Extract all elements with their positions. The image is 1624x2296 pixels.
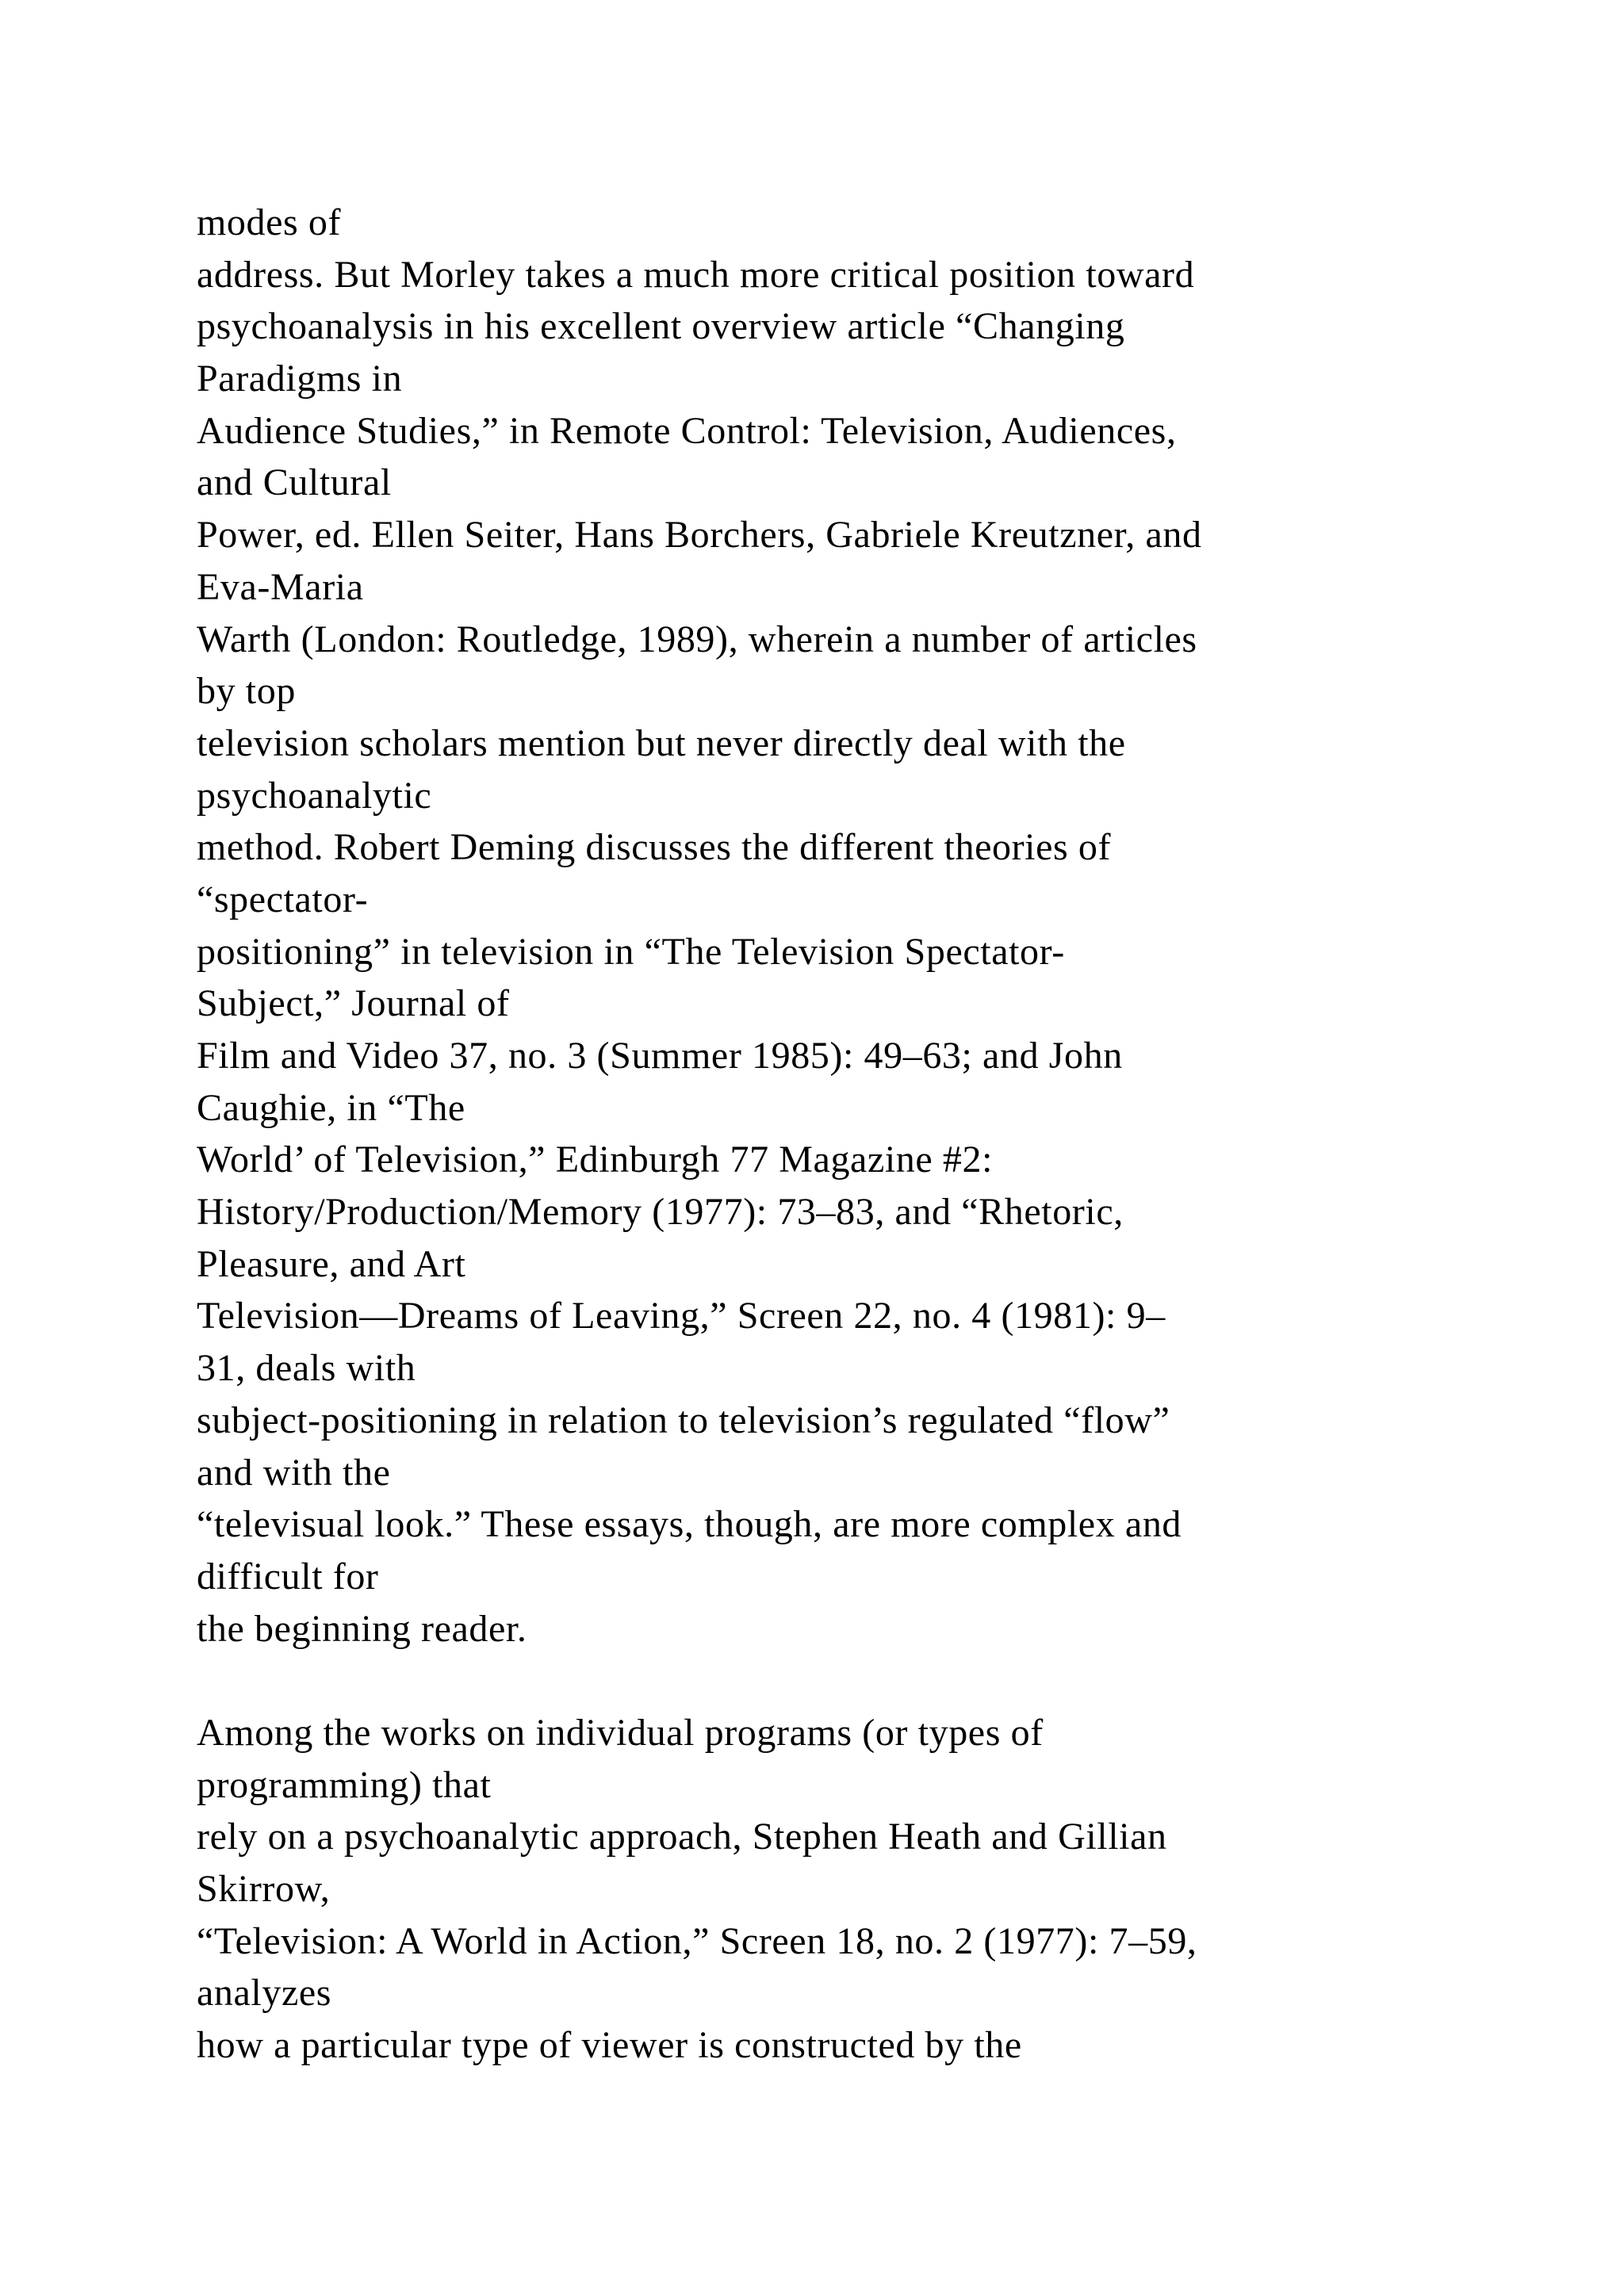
text-line: method. Robert Deming discusses the different theories of <box>197 826 1112 869</box>
text-line: Pleasure, and Art <box>197 1242 466 1285</box>
text-line: “televisual look.” These essays, though, are more complex and <box>197 1503 1182 1546</box>
text-line: positioning” in television in “The Television Spectator- <box>197 930 1065 973</box>
text-line: 31, deals with <box>197 1347 416 1390</box>
body-text <box>197 197 1545 2072</box>
text-line: analyzes <box>197 1972 332 2015</box>
text-line: subject-positioning in relation to television’s regulated “flow” <box>197 1399 1170 1441</box>
text-line: Among the works on individual programs (or types of <box>197 1711 1044 1754</box>
text-line: Power, ed. Ellen Seiter, Hans Borchers, Gabriele Kreutzner, and <box>197 514 1202 557</box>
text-line: modes of <box>197 201 342 243</box>
text-line: Paradigms in <box>197 358 403 400</box>
text-line: Caughie, in “The <box>197 1086 465 1129</box>
text-line: Audience Studies,” in Remote Control: Television, Audiences, <box>197 409 1177 452</box>
text-line: psychoanalysis in his excellent overview article “Changing <box>197 305 1125 348</box>
text-line: Eva-Maria <box>197 565 364 608</box>
text-line: and with the <box>197 1451 391 1494</box>
text-line: rely on a psychoanalytic approach, Stephen Heath and Gillian <box>197 1816 1167 1858</box>
text-line: “spectator- <box>197 878 369 920</box>
text-line: psychoanalytic <box>197 774 432 817</box>
text-line: and Cultural <box>197 461 392 504</box>
text-line: difficult for <box>197 1555 379 1598</box>
text-line: Film and Video 37, no. 3 (Summer 1985): 49–63; and John <box>197 1035 1123 1077</box>
text-line: History/Production/Memory (1977): 73–83, and “Rhetoric, <box>197 1191 1124 1234</box>
paragraph-break <box>197 1655 1545 1707</box>
text-line: World’ of Television,” Edinburgh 77 Magazine #2: <box>197 1138 994 1181</box>
text-line: how a particular type of viewer is constructed by the <box>197 2024 1022 2067</box>
text-line: Subject,” Journal of <box>197 982 510 1025</box>
text-line: the beginning reader. <box>197 1607 527 1650</box>
text-line: television scholars mention but never directly deal with the <box>197 721 1126 764</box>
text-line: Television—Dreams of Leaving,” Screen 22, no. 4 (1981): 9– <box>197 1295 1166 1337</box>
text-line: address. But Morley takes a much more critical position toward <box>197 253 1195 296</box>
text-line: Warth (London: Routledge, 1989), wherein a number of articles <box>197 618 1197 660</box>
text-line: “Television: A World in Action,” Screen 18, no. 2 (1977): 7–59, <box>197 1919 1197 1962</box>
text-line: programming) that <box>197 1763 492 1806</box>
text-line: by top <box>197 670 296 713</box>
text-line: Skirrow, <box>197 1868 331 1910</box>
